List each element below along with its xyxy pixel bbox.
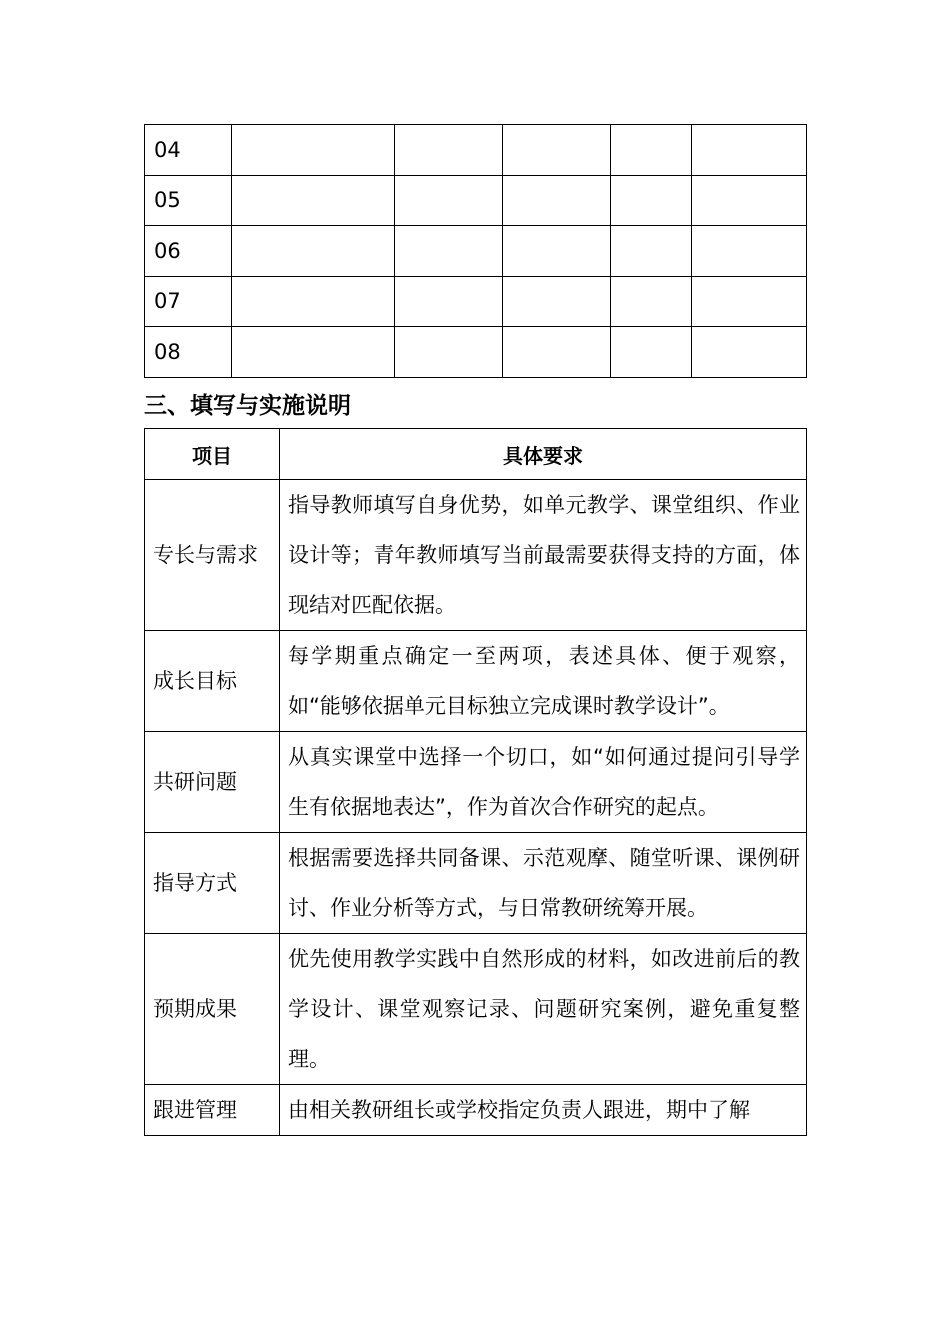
table-cell <box>395 125 503 176</box>
table-cell <box>692 327 807 378</box>
item-label: 预期成果 <box>145 934 280 1085</box>
table-row <box>145 327 807 378</box>
header-item: 项目 <box>145 429 280 480</box>
instructions-table <box>144 428 807 1136</box>
table-header-row <box>145 429 807 480</box>
table-cell <box>611 125 692 176</box>
item-label: 专长与需求 <box>145 480 280 631</box>
table-row <box>145 480 807 631</box>
table-cell <box>395 175 503 226</box>
table-cell <box>503 226 611 277</box>
item-label: 指导方式 <box>145 833 280 934</box>
item-requirement: 指导教师填写自身优势，如单元教学、课堂组织、作业设计等；青年教师填写当前最需要获得支持的方面，体现结对匹配依据。 <box>280 480 807 631</box>
table-cell <box>503 125 611 176</box>
item-requirement: 每学期重点确定一至两项，表述具体、便于观察，如“能够依据单元目标独立完成课时教学设计”。 <box>280 631 807 732</box>
table-row <box>145 125 807 176</box>
table-row <box>145 175 807 226</box>
table-cell <box>395 327 503 378</box>
table-row <box>145 833 807 934</box>
section-title: 三、填写与实施说明 <box>144 393 351 419</box>
table-cell <box>232 327 395 378</box>
header-requirement: 具体要求 <box>280 429 807 480</box>
table-cell <box>232 125 395 176</box>
row-number: 05 <box>145 175 232 226</box>
table-cell <box>232 276 395 327</box>
table-cell <box>395 226 503 277</box>
table-cell <box>232 175 395 226</box>
table-cell <box>611 175 692 226</box>
item-requirement: 根据需要选择共同备课、示范观摩、随堂听课、课例研讨、作业分析等方式，与日常教研统筹开展。 <box>280 833 807 934</box>
table-cell <box>395 276 503 327</box>
table-cell <box>692 125 807 176</box>
item-label: 成长目标 <box>145 631 280 732</box>
table-cell <box>611 276 692 327</box>
table-cell <box>503 276 611 327</box>
item-label: 跟进管理 <box>145 1085 280 1136</box>
item-label: 共研问题 <box>145 732 280 833</box>
row-number: 07 <box>145 276 232 327</box>
row-number: 06 <box>145 226 232 277</box>
table-cell <box>232 226 395 277</box>
table-cell <box>611 327 692 378</box>
table-row <box>145 226 807 277</box>
item-requirement: 由相关教研组长或学校指定负责人跟进，期中了解 <box>280 1085 807 1136</box>
table-row <box>145 1085 807 1136</box>
table-cell <box>611 226 692 277</box>
table-row <box>145 732 807 833</box>
row-number: 08 <box>145 327 232 378</box>
table-cell <box>503 327 611 378</box>
item-requirement: 优先使用教学实践中自然形成的材料，如改进前后的教学设计、课堂观察记录、问题研究案例，避免重复整理。 <box>280 934 807 1085</box>
table-row <box>145 631 807 732</box>
table-row <box>145 276 807 327</box>
table-cell <box>503 175 611 226</box>
table-cell <box>692 276 807 327</box>
item-requirement: 从真实课堂中选择一个切口，如“如何通过提问引导学生有依据地表达”，作为首次合作研究的起点。 <box>280 732 807 833</box>
progress-table <box>144 124 807 378</box>
row-number: 04 <box>145 125 232 176</box>
table-cell <box>692 175 807 226</box>
table-cell <box>692 226 807 277</box>
table-row <box>145 934 807 1085</box>
